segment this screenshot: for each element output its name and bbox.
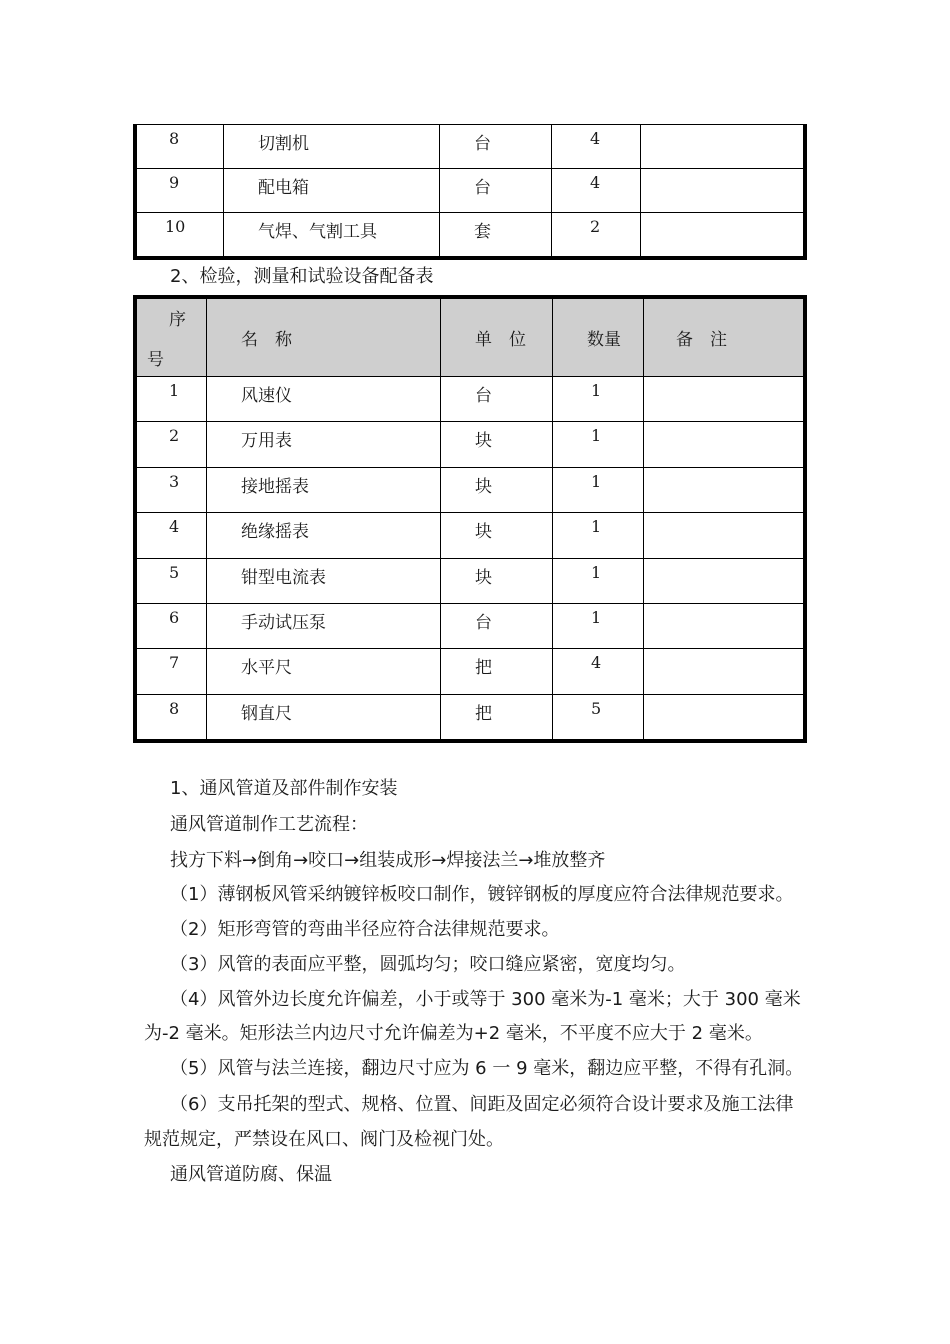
equipment-quantity: 1 [553,377,644,422]
equipment-quantity: 2 [552,213,641,257]
equipment-unit: 块 [441,467,553,512]
equipment-name: 配电箱 [224,169,440,213]
header-quantity: 数量 [553,299,644,377]
row-number: 5 [137,558,207,603]
equipment-unit: 块 [441,422,553,467]
row-number: 8 [137,125,224,169]
row-number: 8 [137,694,207,739]
equipment-quantity: 1 [553,422,644,467]
header-number-top: 序 [169,310,186,330]
table-row [137,694,804,739]
equipment-note [644,377,804,422]
table-row [137,125,804,169]
equipment-unit: 台 [440,169,552,213]
equipment-table-continued [133,124,807,260]
equipment-note [644,558,804,603]
equipment-name: 气焊、气割工具 [224,213,440,257]
paragraph: （2）矩形弯管的弯曲半径应符合法律规范要求。 [170,919,560,940]
header-number [137,299,207,377]
header-number-bottom: 号 [147,350,164,370]
equipment-quantity: 1 [553,558,644,603]
equipment-quantity: 1 [553,513,644,558]
section-heading: 1、通风管道及部件制作安装 [170,778,398,799]
header-name: 名 称 [207,299,441,377]
row-number: 6 [137,603,207,648]
header-note: 备 注 [644,299,804,377]
equipment-quantity: 1 [553,603,644,648]
equipment-note [644,467,804,512]
equipment-note [641,213,804,257]
equipment-note [644,649,804,694]
equipment-unit: 台 [440,125,552,169]
paragraph: 找方下料→倒角→咬口→组装成形→焊接法兰→堆放整齐 [170,850,606,871]
equipment-unit: 把 [441,649,553,694]
table-row [137,513,804,558]
paragraph: 为-2 毫米。矩形法兰内边尺寸允许偏差为+2 毫米，不平度不应大于 2 毫米。 [144,1023,763,1044]
equipment-name: 风速仪 [207,377,441,422]
equipment-note [644,694,804,739]
equipment-note [641,169,804,213]
paragraph: （5）风管与法兰连接，翻边尺寸应为 6 一 9 毫米，翻边应平整，不得有孔洞。 [170,1058,804,1079]
equipment-unit: 块 [441,558,553,603]
table-row [137,467,804,512]
equipment-note [644,513,804,558]
equipment-name: 水平尺 [207,649,441,694]
equipment-name: 钳型电流表 [207,558,441,603]
row-number: 1 [137,377,207,422]
table-row [137,649,804,694]
row-number: 9 [137,169,224,213]
equipment-note [644,603,804,648]
equipment-quantity: 4 [552,125,641,169]
equipment-name: 万用表 [207,422,441,467]
equipment-unit: 套 [440,213,552,257]
table-row [137,213,804,257]
table-caption: 2、检验，测量和试验设备配备表 [170,266,434,287]
paragraph: 通风管道制作工艺流程： [170,814,368,835]
testing-equipment-table [133,295,807,743]
equipment-name: 钢直尺 [207,694,441,739]
table-row [137,558,804,603]
equipment-unit: 台 [441,377,553,422]
equipment-unit: 块 [441,513,553,558]
equipment-name: 绝缘摇表 [207,513,441,558]
table-row [137,377,804,422]
row-number: 2 [137,422,207,467]
header-unit: 单 位 [441,299,553,377]
table-row [137,603,804,648]
equipment-note [641,125,804,169]
equipment-quantity: 1 [553,467,644,512]
table-row [137,422,804,467]
paragraph: （4）风管外边长度允许偏差，小于或等于 300 毫米为-1 毫米；大于 300 毫米 [170,989,801,1010]
section-heading: 通风管道防腐、保温 [170,1164,332,1185]
equipment-quantity: 5 [553,694,644,739]
paragraph: （1）薄钢板风管采纳镀锌板咬口制作，镀锌钢板的厚度应符合法律规范要求。 [170,884,794,905]
row-number: 4 [137,513,207,558]
paragraph: （3）风管的表面应平整，圆弧均匀；咬口缝应紧密，宽度均匀。 [170,954,686,975]
equipment-unit: 台 [441,603,553,648]
table-header-row [137,299,804,377]
row-number: 3 [137,467,207,512]
paragraph: 规范规定，严禁设在风口、阀门及检视门处。 [144,1129,504,1150]
equipment-name: 手动试压泵 [207,603,441,648]
table-row [137,169,804,213]
row-number: 7 [137,649,207,694]
equipment-name: 接地摇表 [207,467,441,512]
equipment-unit: 把 [441,694,553,739]
equipment-quantity: 4 [553,649,644,694]
row-number: 10 [137,213,224,257]
equipment-name: 切割机 [224,125,440,169]
paragraph: （6）支吊托架的型式、规格、位置、间距及固定必须符合设计要求及施工法律 [170,1094,794,1115]
equipment-quantity: 4 [552,169,641,213]
equipment-note [644,422,804,467]
